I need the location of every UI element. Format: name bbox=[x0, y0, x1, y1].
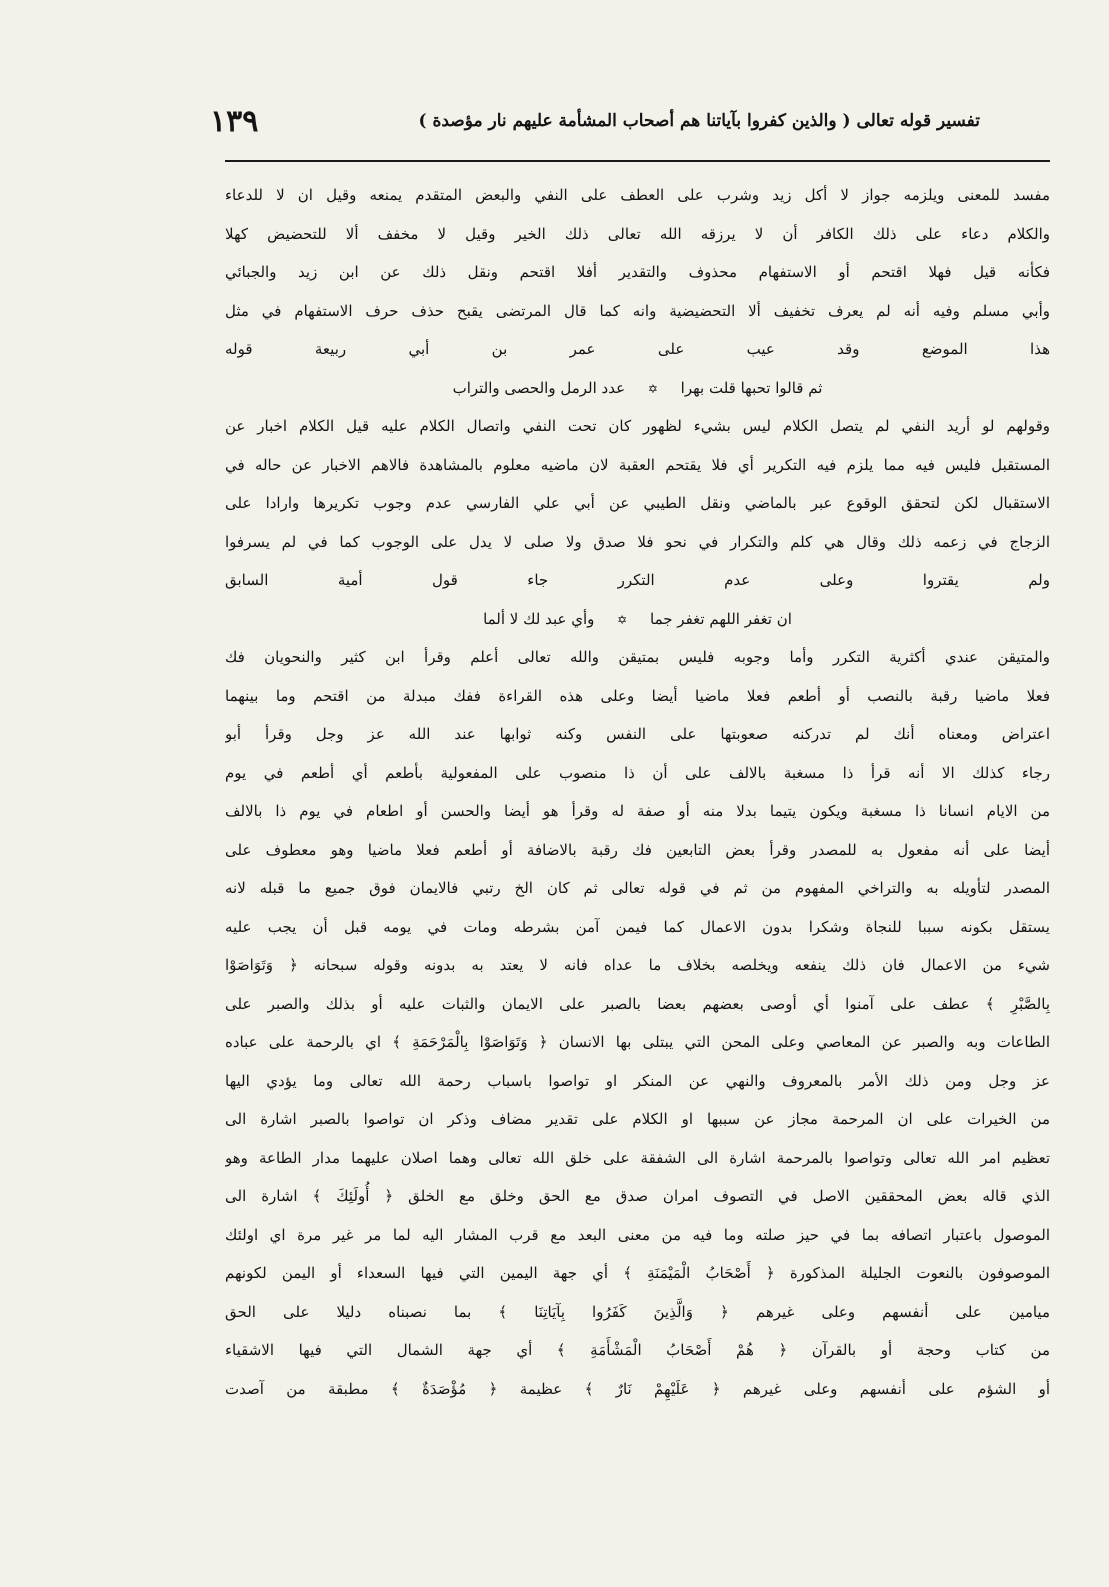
text-line: هذا الموضع وقد عيب على عمر بن أبي ربيعة قوله bbox=[225, 340, 1050, 358]
text-line: من كتاب وحجة أو بالقرآن ﴿ هُمْ أَصْحَابُ الْمَشْأَمَةِ ﴾ أي جهة الشمال التي فيها الاشقياء bbox=[225, 1341, 1050, 1359]
text-line: الموصول باعتبار اتصافه بما في حيز صلته وما فيه من معنى البعد مع قرب المشار اليه لما مر غير مرة اي اولئك bbox=[225, 1225, 1050, 1244]
text-line: شيء من الاعمال فان ذلك ينفعه ويخلصه بخلاف ما عداه فانه لا يعتد به بدونه وقوله سبحانه ﴿ وَتَوَاصَوْا bbox=[225, 956, 1050, 974]
page-header bbox=[210, 92, 980, 150]
verse-first-hemistich: ان تغفر اللهم تغفر جما bbox=[650, 609, 792, 628]
verse-second-hemistich: عدد الرمل والحصى والتراب bbox=[452, 378, 626, 397]
verse-first-hemistich: ثم قالوا تحبها قلت بهرا bbox=[680, 378, 823, 397]
text-line: بِالصَّبْرِ ﴾ عطف على آمنوا أي أوصى بعضهم بعضا بالصبر على الايمان والثبات عليه أو بذلك والصبر على bbox=[225, 994, 1050, 1013]
body-text bbox=[225, 176, 1050, 1408]
header-rule bbox=[225, 160, 1050, 162]
poetry-verse bbox=[225, 600, 1050, 639]
text-line: أيضا على أنه مفعول به للمصدر وقرأ بعض التابعين فك رقبة بالاضافة أو أطعم فعلا ماضيا وهو معطوف على bbox=[225, 840, 1050, 859]
text-line: مفسد للمعنى ويلزمه جواز لا أكل زيد وشرب على العطف على النفي والبعض المتقدم يمنعه وقيل ان لا للدعاء bbox=[225, 186, 1050, 204]
text-line: من الخيرات على ان المرحمة مجاز عن سببها او الكلام على تقدير مضاف وذكر ان تواصوا بالصبر اشارة الى bbox=[225, 1110, 1050, 1128]
star-separator-icon: ✡ bbox=[647, 381, 658, 396]
text-line: الطاعات وبه والصبر عن المعاصي وعلى المحن التي يبتلى بها الانسان ﴿ وَتَوَاصَوْا بِالْمَرْحَمَةِ ﴾ اي بالرحمة على عباده bbox=[225, 1033, 1050, 1051]
text-line: من الايام انسانا ذا مسغبة ويكون يتيما بدلا منه أو صفة له وقرأ هو أيضا والحسن أو اطعام في يوم ذا بالالف bbox=[225, 802, 1050, 820]
text-line: الموصوفون بالنعوت الجليلة المذكورة ﴿ أَصْحَابُ الْمَيْمَنَةِ ﴾ أي جهة اليمين التي فيها السعداء أو اليمن لكونهم bbox=[225, 1264, 1050, 1282]
text-line: ولم يقتروا وعلى عدم التكرر جاء قول أمية السابق bbox=[225, 571, 1050, 589]
text-line: والمتيقن عندي أكثرية التكرر وأما وجوبه فليس بمتيقن والله تعالى أعلم وقرأ ابن كثير والنحويان فك bbox=[225, 648, 1050, 666]
text-line: الاستقبال لكن لتحقق الوقوع عبر بالماضي ونقل الطيبي عن أبي علي الفارسي عدم وجوب تكريرها وارادا على bbox=[225, 494, 1050, 512]
star-separator-icon: ✡ bbox=[617, 612, 628, 627]
text-line: والكلام دعاء على ذلك الكافر أن لا يرزقه الله تعالى ذلك الخير وقيل لا مخفف ألا للتحضيض كهلا bbox=[225, 224, 1050, 243]
text-line: المصدر لتأويله به والتراخي المفهوم من ثم في قوله تعالى ثم كان الخ رتبي فالايمان فوق جميع ما قبله لانه bbox=[225, 879, 1050, 897]
running-title: تفسير قوله تعالى ( والذين كفروا بآياتنا هم أصحاب المشأمة عليهم نار مؤصدة ) bbox=[418, 111, 980, 131]
text-line: أو الشؤم على أنفسهم وعلى غيرهم ﴿ عَلَيْهِمْ نَارٌ ﴾ عظيمة ﴿ مُؤْصَدَةٌ ﴾ مطبقة من آصدت bbox=[225, 1379, 1050, 1398]
text-line: اعتراض ومعناه أنك لم تدركنه صعوبتها على النفس وكنه ثوابها عند الله عز وجل وقرأ أبو bbox=[225, 725, 1050, 743]
text-line: ميامين على أنفسهم وعلى غيرهم ﴿ وَالَّذِينَ كَفَرُوا بِآيَاتِنَا ﴾ بما نصبناه دليلا على الحق bbox=[225, 1302, 1050, 1321]
text-line: وأبي مسلم وفيه أنه لم يعرف تخفيف ألا التحضيضية وانه كما قال المرتضى يقبح حذف حرف الاستفهام في مثل bbox=[225, 301, 1050, 320]
page-number: ١٣٩ bbox=[210, 103, 259, 139]
text-line: وقولهم لو أريد النفي لم يتصل الكلام ليس بشيء لظهور كان تحت النفي واتصال الكلام عليه قيل الكلام اخبار عن bbox=[225, 417, 1050, 435]
poetry-verse bbox=[225, 369, 1050, 408]
text-line: يستقل بكونه سببا للنجاة وشكرا بدون الاعمال كما فيمن آمن بشرطه ومات في يومه قبل أن يجب عليه bbox=[225, 917, 1050, 936]
text-line: المستقبل فليس فيه مما يلزم فيه التكرير أي فلا يقتحم العقبة لان ماضيه معلوم بالمشاهدة فالاهم الاخبار عن حاله في bbox=[225, 455, 1050, 474]
text-line: الذي قاله بعض المحققين الاصل في التصوف امران صدق مع الحق وخلق مع الخلق ﴿ أُولَئِكَ ﴾ اشارة الى bbox=[225, 1187, 1050, 1205]
text-line: رجاء كذلك الا أنه قرأ ذا مسغبة بالالف على أن ذا منصوب على المفعولية بأطعم أي أطعم في يوم bbox=[225, 763, 1050, 782]
verse-second-hemistich: وأي عبد لك لا ألما bbox=[483, 609, 595, 628]
text-line: فكأنه قيل فهلا اقتحم أو الاستفهام محذوف والتقدير أفلا اقتحم ونقل ذلك عن ابن زيد والجبائي bbox=[225, 263, 1050, 281]
text-line: تعظيم امر الله تعالى وتواصوا بالمرحمة اشارة الى الشفقة على خلق الله تعالى وهما اصلان عليهما مدار الطاعة وهو bbox=[225, 1148, 1050, 1167]
text-line: الزجاج في زعمه ذلك وقال هي كلم والتكرار في نحو فلا صدق ولا صلى لا يدل على الوجوب كما في لم يسرفوا bbox=[225, 532, 1050, 551]
text-line: عز وجل ومن ذلك الأمر بالمعروف والنهي عن المنكر او تواصوا باسباب رحمة الله تعالى وما يؤدي اليها bbox=[225, 1071, 1050, 1090]
text-line: فعلا ماضيا رقبة بالنصب أو أطعم فعلا ماضيا أيضا وعلى هذه القراءة ففك مبدلة من اقتحم وما بينهما bbox=[225, 686, 1050, 705]
